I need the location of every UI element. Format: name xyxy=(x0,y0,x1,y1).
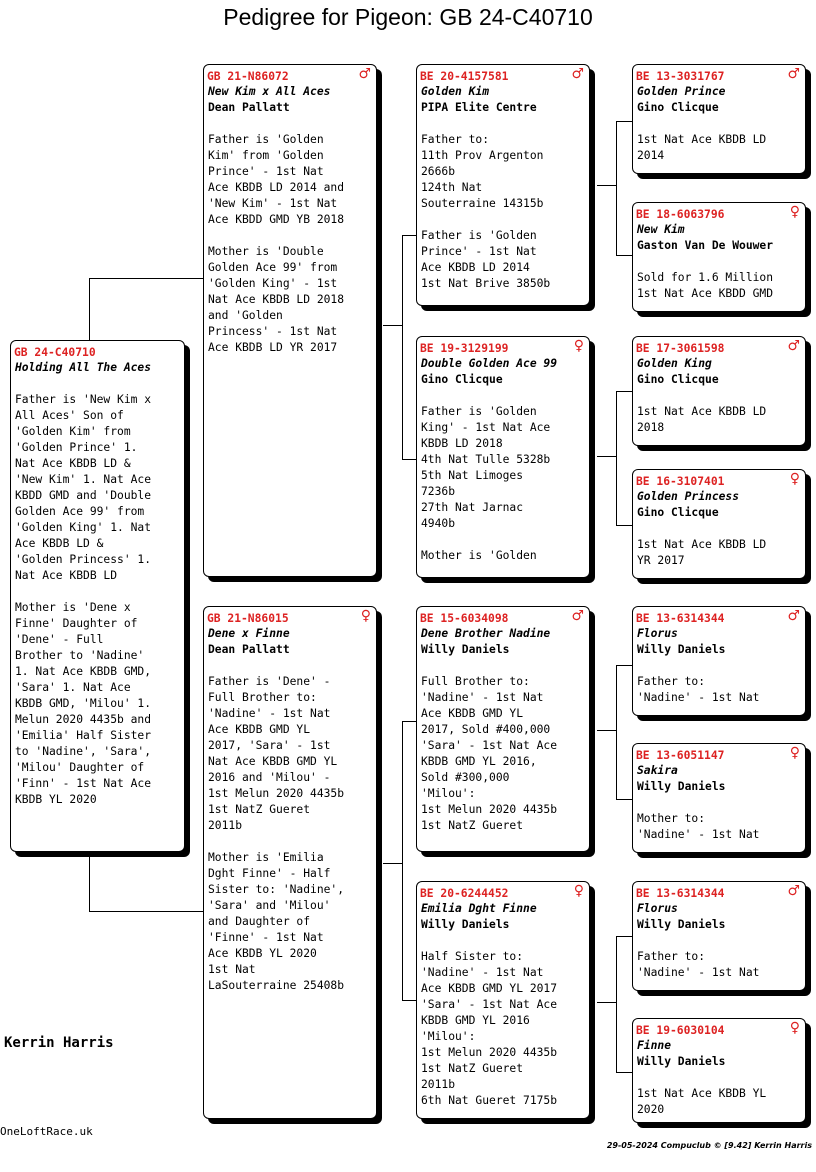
female-icon: ♀ xyxy=(789,745,800,761)
pigeon-name: Dene x Finne xyxy=(208,627,290,640)
connector-line xyxy=(402,721,403,1001)
ring-number: BE 13-6051147 xyxy=(636,749,725,762)
pigeon-notes: Father is 'Golden Kim' from 'Golden Prince' - 1st Nat Ace KBDB LD 2014 and 'New Kim' - 1st Nat Ace KBDD GMD YB 2018 Mother is 'Double Golden Ace 99' from 'Golden King' - 1st Nat Ace KBDB LD 2018 and 'Golden Princess' - 1st Nat Ace KBDB LD YR 2017 xyxy=(208,133,345,354)
pigeon-notes: 1st Nat Ace KBDB LD 2018 xyxy=(637,405,767,434)
pigeon-notes: Full Brother to: 'Nadine' - 1st Nat Ace KBDB GMD YL 2017, Sold #400,000 'Sara' - 1st Nat Ace KBDB GMD YL 2016, Sold #300,000 'Milou': 1st Melun 2020 4435b 1st NatZ Gueret xyxy=(421,675,558,832)
male-icon: ♂ xyxy=(358,66,371,82)
connector-line xyxy=(616,391,617,526)
connector-line xyxy=(616,799,633,800)
pigeon-card-dam-dam[interactable] xyxy=(416,881,590,1119)
ring-number: BE 19-3129199 xyxy=(420,342,509,355)
connector-line xyxy=(597,730,617,731)
male-icon: ♂ xyxy=(787,608,800,624)
connector-line xyxy=(597,185,617,186)
breeder-name: Gino Clicque xyxy=(637,101,719,114)
owner-name: Kerrin Harris xyxy=(4,1035,114,1051)
pigeon-name: Holding All The Aces xyxy=(15,361,152,374)
connector-line xyxy=(616,936,617,1073)
ring-number: BE 15-6034098 xyxy=(420,612,509,625)
breeder-name: Willy Daniels xyxy=(421,643,510,656)
ring-number: GB 24-C40710 xyxy=(14,346,96,359)
breeder-name: Willy Daniels xyxy=(637,1055,726,1068)
female-icon: ♀ xyxy=(789,1020,800,1036)
male-icon: ♂ xyxy=(787,338,800,354)
footer-credit: 29-05-2024 Compuclub © [9.42] Kerrin Harris xyxy=(606,1141,812,1150)
breeder-name: Willy Daniels xyxy=(421,918,510,931)
connector-line xyxy=(616,1072,633,1073)
male-icon: ♂ xyxy=(571,66,584,82)
breeder-name: Willy Daniels xyxy=(637,643,726,656)
pigeon-name: New Kim xyxy=(637,223,685,236)
pigeon-notes: 1st Nat Ace KBDB LD 2014 xyxy=(637,133,767,162)
ring-number: BE 16-3107401 xyxy=(636,475,725,488)
pigeon-notes: Father is 'Golden King' - 1st Nat Ace KBDB LD 2018 4th Nat Tulle 5328b 5th Nat Limoges 7236b 27th Nat Jarnac 4940b Mother is 'Golden xyxy=(421,405,551,562)
pigeon-name: Golden Prince xyxy=(637,85,726,98)
connector-line xyxy=(383,863,403,864)
male-icon: ♂ xyxy=(571,608,584,624)
pigeon-card-sdd[interactable] xyxy=(632,469,806,579)
ring-number: GB 21-N86072 xyxy=(207,70,289,83)
pigeon-card-dss[interactable] xyxy=(632,606,806,716)
connector-line xyxy=(402,1000,417,1001)
pigeon-card-sire[interactable] xyxy=(203,64,377,577)
ring-number: BE 20-4157581 xyxy=(420,70,509,83)
pigeon-name: Florus xyxy=(637,627,678,640)
pigeon-notes: Half Sister to: 'Nadine' - 1st Nat Ace KBDB GMD YL 2017 'Sara' - 1st Nat Ace KBDB GMD YL 2016 'Milou': 1st Melun 2020 4435b 1st NatZ Gueret 2011b 6th Nat Gueret 7175b xyxy=(421,950,558,1107)
connector-line xyxy=(89,278,204,279)
ring-number: BE 13-6314344 xyxy=(636,612,725,625)
breeder-name: Dean Pallatt xyxy=(208,643,290,656)
pigeon-name: Emilia Dght Finne xyxy=(421,902,537,915)
pigeon-notes: 1st Nat Ace KBDB LD YR 2017 xyxy=(637,538,767,567)
ring-number: BE 17-3061598 xyxy=(636,342,725,355)
pigeon-card-sire-sire[interactable] xyxy=(416,64,590,306)
breeder-name: Willy Daniels xyxy=(637,918,726,931)
pigeon-name: Florus xyxy=(637,902,678,915)
pigeon-card-sss[interactable] xyxy=(632,64,806,174)
connector-line xyxy=(616,936,633,937)
male-icon: ♂ xyxy=(787,883,800,899)
ring-number: BE 20-6244452 xyxy=(420,887,509,900)
pigeon-notes: Father to: 'Nadine' - 1st Nat xyxy=(637,675,760,704)
breeder-name: Gino Clicque xyxy=(637,506,719,519)
connector-line xyxy=(402,721,417,722)
female-icon: ♀ xyxy=(789,471,800,487)
ring-number: BE 19-6030104 xyxy=(636,1024,725,1037)
pigeon-card-dds[interactable] xyxy=(632,881,806,991)
pigeon-card-ssd[interactable] xyxy=(632,202,806,312)
pigeon-name: Finne xyxy=(637,1039,672,1052)
pigeon-notes: Sold for 1.6 Million 1st Nat Ace KBDD GMD xyxy=(637,271,774,300)
connector-line xyxy=(616,255,633,256)
ring-number: GB 21-N86015 xyxy=(207,612,289,625)
pigeon-card-sire-dam[interactable] xyxy=(416,336,590,578)
breeder-name: Gino Clicque xyxy=(637,373,719,386)
pigeon-card-dam[interactable] xyxy=(203,606,377,1119)
pigeon-notes: Father is 'New Kim x All Aces' Son of 'Golden Kim' from 'Golden Prince' 1. Nat Ace KBDB LD & 'New Kim' 1. Nat Ace KBDD GMD and 'Double Golden Ace 99' from 'Golden King' 1. Nat Ace KBDB LD & 'Golden Princess' 1. Nat Ace KBDB LD Mother is 'Dene x Finne' Daughter of 'Dene' - Full Brother to 'Nadine' 1. Nat Ace KBDB GMD, 'Sara' 1. Nat Ace KBDB GMD, 'Milou' 1. Melun 2020 4435b and 'Emilia' Half Sister to 'Nadine', 'Sara', 'Milou' Daughter of 'Finn' - 1st Nat Ace KBDB YL 2020 xyxy=(15,393,152,806)
male-icon: ♂ xyxy=(787,66,800,82)
pigeon-card-dam-sire[interactable] xyxy=(416,606,590,852)
pigeon-card-ddd[interactable] xyxy=(632,1018,806,1123)
connector-line xyxy=(89,856,90,912)
pigeon-notes: Mother to: 'Nadine' - 1st Nat xyxy=(637,812,760,841)
connector-line xyxy=(402,235,417,236)
ring-number: BE 18-6063796 xyxy=(636,208,725,221)
connector-line xyxy=(616,121,617,256)
pigeon-name: Golden King xyxy=(637,357,712,370)
breeder-name: Gaston Van De Wouwer xyxy=(637,239,774,252)
connector-line xyxy=(616,525,633,526)
connector-line xyxy=(383,325,403,326)
page-title: Pedigree for Pigeon: GB 24-C40710 xyxy=(223,4,593,30)
pigeon-notes: Father is 'Dene' - Full Brother to: 'Nadine' - 1st Nat Ace KBDB GMD YL 2017, 'Sara' - 1st Nat Ace KBDB GMD YL 2016 and 'Milou' - 1st Melun 2020 4435b 1st NatZ Gueret 2011b Mother is 'Emilia Dght Finne' - Half Sister to: 'Nadine', 'Sara' and 'Milou' and Daughter of 'Finne' - 1st Nat Ace KBDB YL 2020 1st Nat LaSouterraine 25408b xyxy=(208,675,345,992)
connector-line xyxy=(89,278,90,340)
ring-number: BE 13-3031767 xyxy=(636,70,725,83)
connector-line xyxy=(616,665,633,666)
breeder-name: PIPA Elite Centre xyxy=(421,101,537,114)
breeder-name: Dean Pallatt xyxy=(208,101,290,114)
connector-line xyxy=(616,665,617,800)
connector-line xyxy=(616,121,633,122)
breeder-name: Gino Clicque xyxy=(421,373,503,386)
female-icon: ♀ xyxy=(573,883,584,899)
site-link[interactable]: OneLoftRace.uk xyxy=(0,1125,93,1138)
connector-line xyxy=(402,459,417,460)
connector-line xyxy=(597,456,617,457)
breeder-name: Willy Daniels xyxy=(637,780,726,793)
ring-number: BE 13-6314344 xyxy=(636,887,725,900)
pigeon-notes: 1st Nat Ace KBDB YL 2020 xyxy=(637,1087,767,1116)
connector-line xyxy=(89,911,204,912)
female-icon: ♀ xyxy=(360,608,371,624)
pigeon-notes: Father to: 'Nadine' - 1st Nat xyxy=(637,950,760,979)
female-icon: ♀ xyxy=(573,338,584,354)
pigeon-card-subject[interactable] xyxy=(10,340,185,852)
pigeon-card-dsd[interactable] xyxy=(632,743,806,853)
pigeon-name: Golden Kim xyxy=(421,85,490,98)
pigeon-name: New Kim x All Aces xyxy=(208,85,331,98)
pigeon-name: Dene Brother Nadine xyxy=(421,627,551,640)
pigeon-notes: Father to: 11th Prov Argenton 2666b 124th Nat Souterraine 14315b Father is 'Golden Prince' - 1st Nat Ace KBDB LD 2014 1st Nat Brive 3850b xyxy=(421,133,551,290)
connector-line xyxy=(597,1002,617,1003)
connector-line xyxy=(616,391,633,392)
connector-line xyxy=(402,235,403,460)
pigeon-name: Sakira xyxy=(637,764,678,777)
female-icon: ♀ xyxy=(789,204,800,220)
pigeon-name: Golden Princess xyxy=(637,490,740,503)
pigeon-name: Double Golden Ace 99 xyxy=(421,357,558,370)
pigeon-card-sds[interactable] xyxy=(632,336,806,446)
